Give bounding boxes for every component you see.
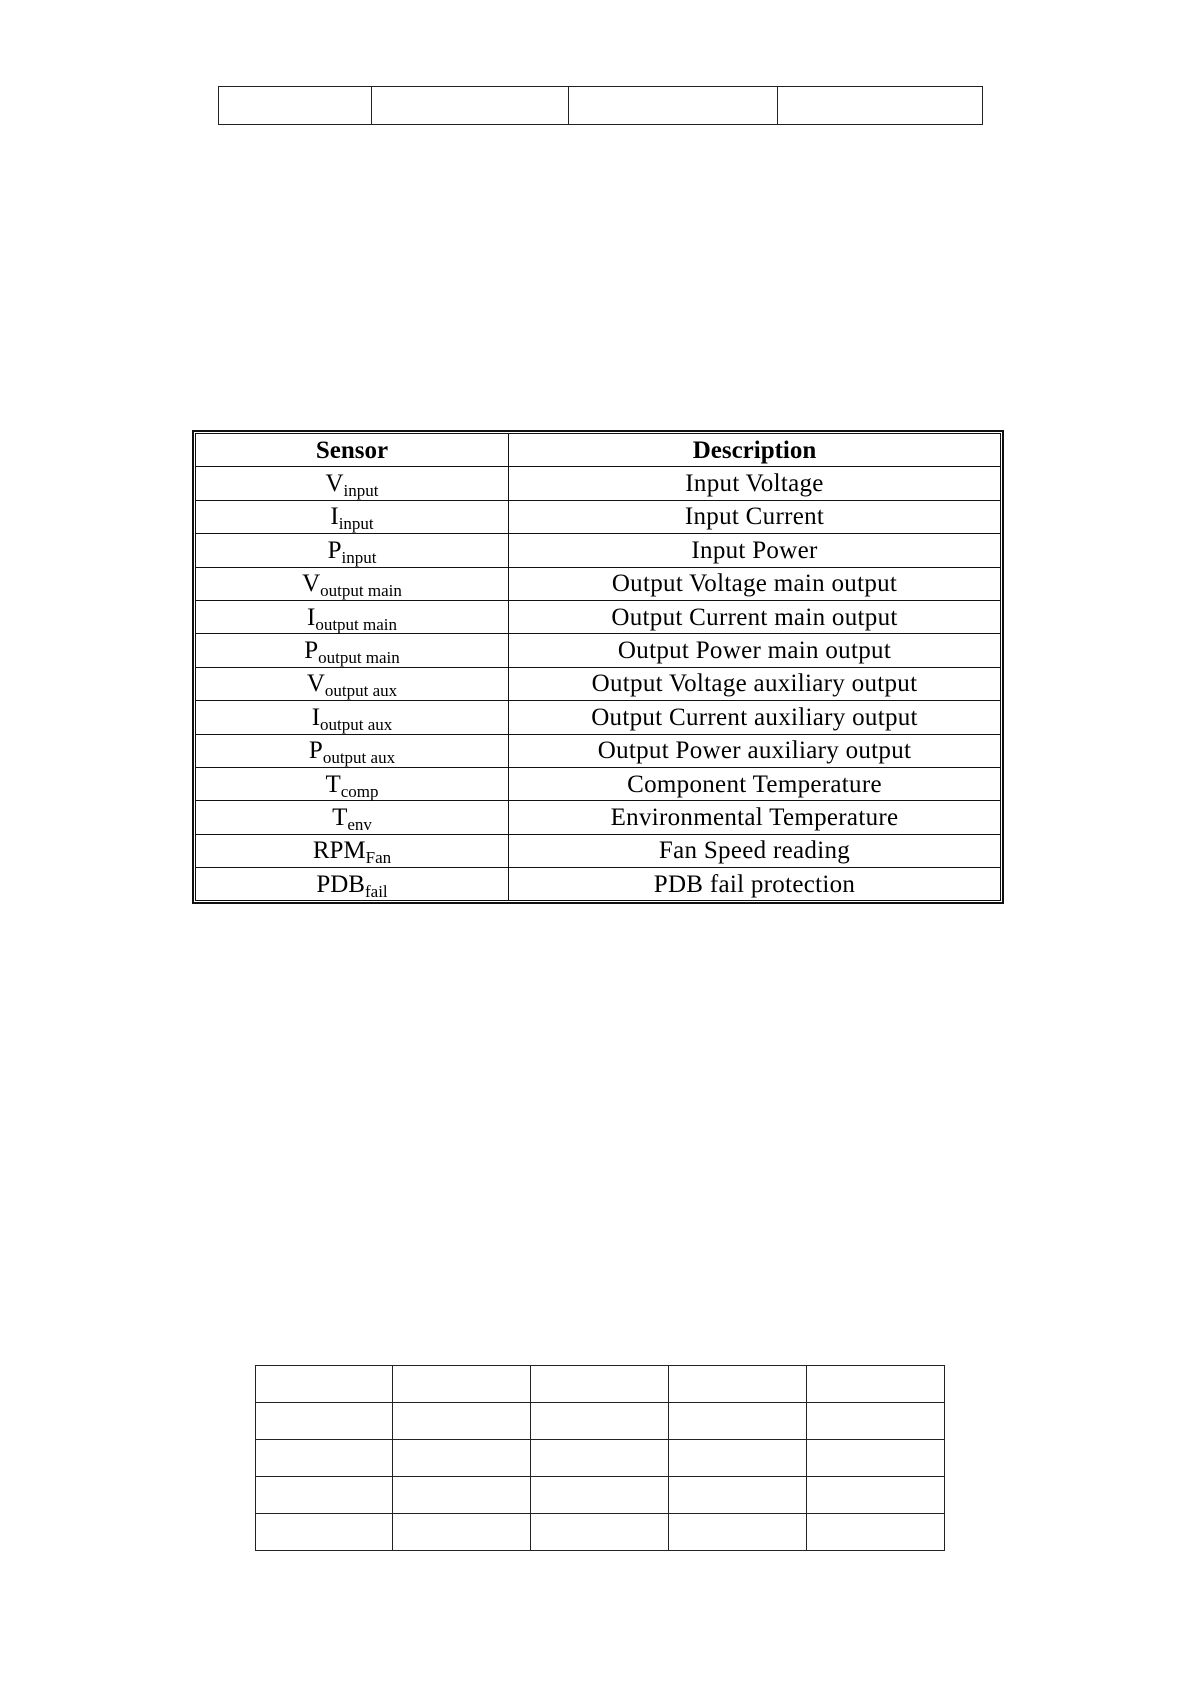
table-cell <box>219 87 372 125</box>
sensor-subscript: input <box>343 481 379 501</box>
sensor-symbol-cell <box>196 801 509 834</box>
table-row <box>196 767 1001 800</box>
table-row <box>196 701 1001 734</box>
table-row <box>256 1440 945 1477</box>
table-cell <box>531 1366 669 1403</box>
table-row <box>196 667 1001 700</box>
table-cell <box>531 1403 669 1440</box>
table-row <box>196 834 1001 867</box>
sensor-description: Output Current main output <box>509 600 1001 633</box>
table-cell <box>393 1477 531 1514</box>
sensor-symbol: P <box>308 737 323 765</box>
sensor-symbol-cell <box>196 467 509 500</box>
sensor-description: Output Voltage main output <box>509 567 1001 600</box>
table-row <box>256 1366 945 1403</box>
sensor-symbol: RPM <box>312 837 366 865</box>
table-cell <box>531 1514 669 1551</box>
table-cell <box>531 1477 669 1514</box>
table-cell <box>669 1403 807 1440</box>
table-cell <box>669 1514 807 1551</box>
table-row <box>196 500 1001 533</box>
table-cell <box>372 87 569 125</box>
table-cell <box>256 1514 393 1551</box>
sensor-description: Output Power main output <box>509 634 1001 667</box>
sensor-description: Input Voltage <box>509 467 1001 500</box>
table-cell <box>569 87 778 125</box>
table-row <box>196 801 1001 834</box>
sensor-symbol: P <box>304 637 319 665</box>
top-empty-table <box>218 86 983 125</box>
table-row <box>196 567 1001 600</box>
sensor-subscript: output main <box>318 648 400 668</box>
table-cell <box>669 1440 807 1477</box>
sensor-symbol: P <box>327 536 342 564</box>
table-row <box>256 1477 945 1514</box>
table-cell <box>807 1477 945 1514</box>
table-row <box>196 634 1001 667</box>
table-cell <box>778 87 983 125</box>
sensor-subscript: Fan <box>365 848 392 868</box>
table-cell <box>256 1366 393 1403</box>
sensor-description: Input Power <box>509 534 1001 567</box>
table-row <box>256 1514 945 1551</box>
sensor-symbol-cell <box>196 701 509 734</box>
table-cell <box>393 1514 531 1551</box>
sensor-table <box>195 433 1001 901</box>
sensor-symbol-cell <box>196 834 509 867</box>
table-row <box>196 467 1001 500</box>
sensor-description: Component Temperature <box>509 767 1001 800</box>
sensor-symbol-cell <box>196 634 509 667</box>
table-cell <box>531 1440 669 1477</box>
sensor-symbol-cell <box>196 767 509 800</box>
table-row <box>196 868 1001 901</box>
column-header-sensor: Sensor <box>196 434 509 467</box>
sensor-subscript: output main <box>320 581 402 601</box>
sensor-symbol-cell <box>196 534 509 567</box>
table-cell <box>256 1477 393 1514</box>
sensor-subscript: fail <box>364 881 388 901</box>
sensor-subscript: output aux <box>320 714 393 734</box>
table-cell <box>393 1403 531 1440</box>
sensor-description: PDB fail protection <box>509 868 1001 901</box>
sensor-symbol-cell <box>196 567 509 600</box>
sensor-subscript: output aux <box>322 748 396 768</box>
table-cell <box>807 1403 945 1440</box>
table-row <box>196 600 1001 633</box>
table-cell <box>256 1403 393 1440</box>
sensor-symbol-cell <box>196 600 509 633</box>
sensor-table-body <box>196 467 1001 901</box>
sensor-symbol-cell <box>196 868 509 901</box>
table-cell <box>256 1440 393 1477</box>
table-cell <box>807 1514 945 1551</box>
table-cell <box>807 1440 945 1477</box>
sensor-subscript: env <box>347 814 372 834</box>
sensor-subscript: input <box>341 547 377 567</box>
sensor-symbol-cell <box>196 734 509 767</box>
table-row <box>219 87 983 125</box>
sensor-symbol: V <box>325 470 344 498</box>
table-row <box>196 734 1001 767</box>
sensor-description: Output Current auxiliary output <box>509 701 1001 734</box>
sensor-symbol: PDB <box>316 870 365 898</box>
sensor-subscript: output aux <box>324 681 398 701</box>
bottom-empty-table <box>255 1365 945 1551</box>
sensor-symbol: V <box>302 570 321 598</box>
bottom-table-body <box>256 1366 945 1551</box>
sensor-symbol: V <box>306 670 325 698</box>
sensor-symbol-cell <box>196 667 509 700</box>
sensor-description: Output Voltage auxiliary output <box>509 667 1001 700</box>
sensor-description: Input Current <box>509 500 1001 533</box>
column-header-description: Description <box>509 434 1001 467</box>
sensor-symbol: T <box>325 770 341 798</box>
sensor-symbol: I <box>311 703 321 731</box>
table-cell <box>393 1366 531 1403</box>
sensor-subscript: comp <box>340 781 379 801</box>
table-cell <box>669 1366 807 1403</box>
table-cell <box>807 1366 945 1403</box>
sensor-description: Environmental Temperature <box>509 801 1001 834</box>
table-row <box>196 534 1001 567</box>
sensor-subscript: output main <box>315 614 398 634</box>
sensor-description: Output Power auxiliary output <box>509 734 1001 767</box>
sensor-symbol: I <box>330 503 339 531</box>
table-cell <box>393 1440 531 1477</box>
table-header-row <box>196 434 1001 467</box>
sensor-table-frame <box>192 430 1004 904</box>
sensor-subscript: input <box>338 514 374 534</box>
sensor-symbol: I <box>306 603 316 631</box>
table-cell <box>669 1477 807 1514</box>
sensor-symbol-cell <box>196 500 509 533</box>
sensor-symbol: T <box>332 803 348 831</box>
table-row <box>256 1403 945 1440</box>
sensor-description: Fan Speed reading <box>509 834 1001 867</box>
